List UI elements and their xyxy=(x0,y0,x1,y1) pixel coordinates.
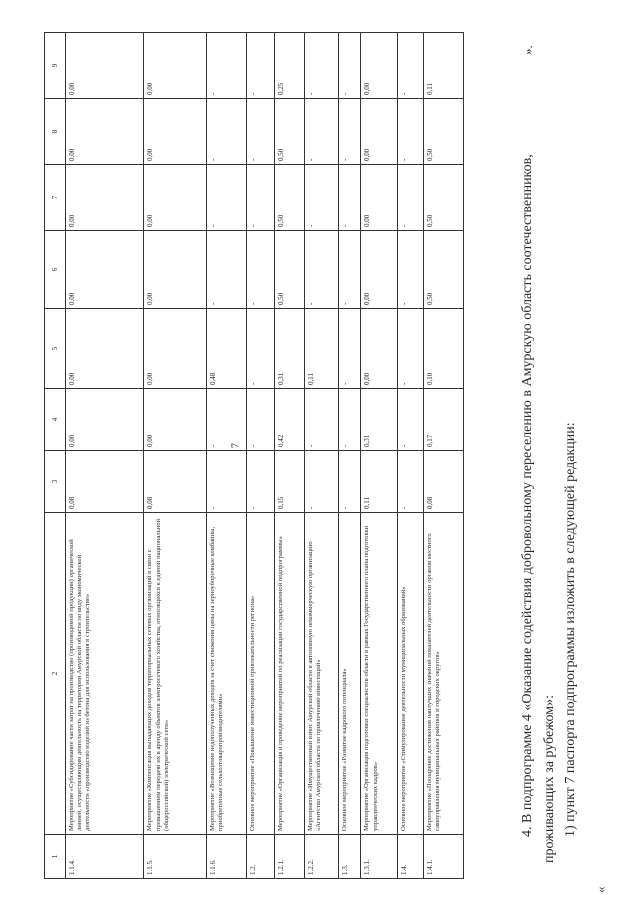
value-col-5: - xyxy=(397,309,423,389)
value-col-4: - xyxy=(339,389,361,451)
row-number: 1.1.6. xyxy=(206,835,246,879)
table-row xyxy=(275,33,305,879)
value-col-5: 0,10 xyxy=(423,309,463,389)
table-row xyxy=(361,33,397,879)
row-name: Основное мероприятие «Развитие кадрового потенциала» xyxy=(339,513,361,835)
value-col-7: - xyxy=(246,165,274,231)
value-col-5: 0,48 xyxy=(206,309,246,389)
header-cell: 5 xyxy=(45,309,66,389)
value-col-6: - xyxy=(397,231,423,309)
table-row xyxy=(339,33,361,879)
value-col-9: - xyxy=(397,33,423,99)
value-col-9: 0,00 xyxy=(144,33,206,99)
value-col-3: - xyxy=(339,451,361,513)
value-col-9: - xyxy=(339,33,361,99)
value-col-8: 0,50 xyxy=(275,99,305,165)
value-col-6: 0,00 xyxy=(361,231,397,309)
value-col-3: - xyxy=(305,451,339,513)
value-col-5: 0,31 xyxy=(275,309,305,389)
value-col-8: - xyxy=(246,99,274,165)
value-col-9: 0,00 xyxy=(66,33,144,99)
value-col-3: 0,15 xyxy=(275,451,305,513)
value-col-6: - xyxy=(339,231,361,309)
value-col-6: 0,50 xyxy=(275,231,305,309)
header-cell: 9 xyxy=(45,33,66,99)
value-col-9: - xyxy=(305,33,339,99)
value-col-8: 0,00 xyxy=(66,99,144,165)
table-header-row xyxy=(45,33,66,879)
header-cell: 7 xyxy=(45,165,66,231)
header-cell: 1 xyxy=(45,835,66,879)
closing-quote: ». xyxy=(520,45,535,55)
value-col-5: - xyxy=(246,309,274,389)
header-cell: 2 xyxy=(45,513,66,835)
header-cell: 6 xyxy=(45,231,66,309)
table-row xyxy=(206,33,246,879)
value-col-9: 0,11 xyxy=(423,33,463,99)
value-col-8: - xyxy=(339,99,361,165)
value-col-7: - xyxy=(206,165,246,231)
table-row xyxy=(423,33,463,879)
row-name: Мероприятие «Имущественный взнос Амурской области в автономную некоммерческую организацию «Агентство Амурской области по привлечению инвестиций» xyxy=(305,513,339,835)
value-col-7: - xyxy=(339,165,361,231)
header-cell: 4 xyxy=(45,389,66,451)
table-row xyxy=(66,33,144,879)
row-number: 1.2. xyxy=(246,835,274,879)
value-col-7: 0,00 xyxy=(66,165,144,231)
value-col-6: 0,50 xyxy=(423,231,463,309)
header-cell: 3 xyxy=(45,451,66,513)
row-name: Основное мероприятие «Стимулирование деятельности муниципальных образований» xyxy=(397,513,423,835)
value-col-8: 0,00 xyxy=(144,99,206,165)
value-col-8: 0,00 xyxy=(361,99,397,165)
value-col-3: - xyxy=(397,451,423,513)
opening-quote: « xyxy=(593,886,608,893)
row-name: Мероприятие «Субсидирование части затрат на производство (производимой продукции) органической линией, осуществляющим деятельность на территории Амурской области по виду экономической деятельности «производство изделий из бетона для использования в строительстве» xyxy=(66,513,144,835)
value-col-4: 0,00 xyxy=(66,389,144,451)
value-col-5: 0,11 xyxy=(305,309,339,389)
value-col-7: 0,50 xyxy=(275,165,305,231)
value-col-8: 0,50 xyxy=(423,99,463,165)
value-col-7: 0,50 xyxy=(423,165,463,231)
value-col-6: - xyxy=(206,231,246,309)
value-col-4: - xyxy=(305,389,339,451)
value-col-8: - xyxy=(397,99,423,165)
row-number: 1.3. xyxy=(339,835,361,879)
value-col-9: 0,00 xyxy=(361,33,397,99)
value-col-4: - xyxy=(246,389,274,451)
value-col-7: 0,00 xyxy=(144,165,206,231)
value-col-9: 0,25 xyxy=(275,33,305,99)
value-col-6: 0,00 xyxy=(66,231,144,309)
header-cell: 8 xyxy=(45,99,66,165)
row-number: 1.4. xyxy=(397,835,423,879)
value-col-4: 0,42 xyxy=(275,389,305,451)
value-col-4: 0,31 xyxy=(361,389,397,451)
value-col-9: - xyxy=(206,33,246,99)
value-col-6: - xyxy=(305,231,339,309)
value-col-5: - xyxy=(339,309,361,389)
value-col-3: 0,08 xyxy=(423,451,463,513)
value-col-5: 0,00 xyxy=(144,309,206,389)
row-number: 1.1.5. xyxy=(144,835,206,879)
row-name: Мероприятие «Компенсация выпадающих доходов территориальных сетевых организаций в связи с превышением передачи их в аренду объектов электросетевого хозяйства, относящихся к единой национальной (общероссийской) электрической сети» xyxy=(144,513,206,835)
row-number: 1.1.4. xyxy=(66,835,144,879)
value-col-7: 0,00 xyxy=(361,165,397,231)
row-name: Мероприятие «Организация и проведение мероприятий по реализации государственной подпрограммы» xyxy=(275,513,305,835)
indicator-table xyxy=(44,32,464,879)
value-col-4: 0,17 xyxy=(423,389,463,451)
row-number: 1.3.1. xyxy=(361,835,397,879)
value-col-8: - xyxy=(206,99,246,165)
row-number: 1.2.1. xyxy=(275,835,305,879)
value-col-7: - xyxy=(305,165,339,231)
row-name: Мероприятие «Организация подготовки специалистов области в рамках Государственного плана подготовки управленческих кадров» xyxy=(361,513,397,835)
paragraph-continuation: проживающих за рубежом»: xyxy=(542,694,557,863)
value-col-6: - xyxy=(246,231,274,309)
value-col-3: 0,08 xyxy=(144,451,206,513)
value-col-5: 0,00 xyxy=(361,309,397,389)
value-col-8: - xyxy=(305,99,339,165)
page-number: 7 xyxy=(230,443,242,448)
value-col-3: - xyxy=(246,451,274,513)
value-col-4: 0,00 xyxy=(144,389,206,451)
row-name: Основное мероприятие «Повышение инвестиционной привлекательности региона» xyxy=(246,513,274,835)
value-col-6: 0,00 xyxy=(144,231,206,309)
value-col-4: - xyxy=(206,389,246,451)
value-col-3: 0,08 xyxy=(66,451,144,513)
value-col-5: 0,00 xyxy=(66,309,144,389)
table-row xyxy=(397,33,423,879)
row-name: Мероприятие «Возмещение недополученных доходов за счет снижения цены на зерноуборочные комбайны, приобретенные сельхозтоваропроизводителями» xyxy=(206,513,246,835)
table-row xyxy=(305,33,339,879)
table-row xyxy=(246,33,274,879)
value-col-4: - xyxy=(397,389,423,451)
value-col-3: - xyxy=(206,451,246,513)
row-number: 1.2.2. xyxy=(305,835,339,879)
table-row xyxy=(144,33,206,879)
value-col-3: 0,11 xyxy=(361,451,397,513)
paragraph-item-1: 1) пункт 7 паспорта подпрограммы изложить в следующей редакции: xyxy=(563,422,578,837)
row-name: Мероприятие «Поощрение достижения наилучших значений показателей деятельности органов местного самоуправления муниципальных районов и городских округов» xyxy=(423,513,463,835)
row-number: 1.4.1. xyxy=(423,835,463,879)
value-col-7: - xyxy=(397,165,423,231)
value-col-9: - xyxy=(246,33,274,99)
paragraph-subprogram-4: 4. В подпрограмме 4 «Оказание содействия добровольному переселению в Амурскую область соотечественников, xyxy=(520,154,535,837)
